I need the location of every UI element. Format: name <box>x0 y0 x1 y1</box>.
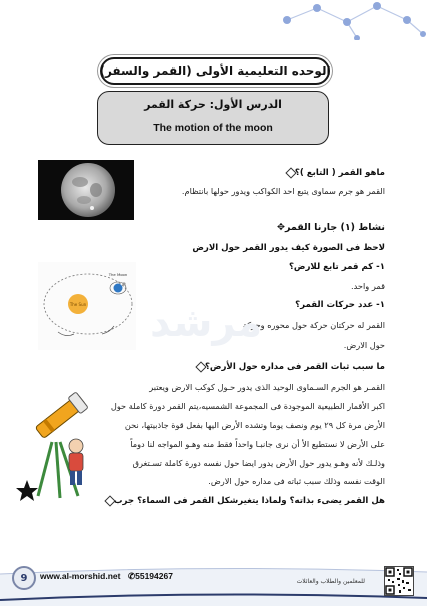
phone-icon: ✆ <box>128 571 136 581</box>
activity-instruction: لاحظ فى الصورة كيف يدور القمر حول الارض <box>192 243 385 253</box>
lesson-title-english: The motion of the moon <box>153 122 273 134</box>
footer-tagline: للمعلمين والطلاب والعائلات <box>296 578 365 585</box>
question-moon-count: ١- كم قمر تابع للارض؟ <box>288 262 385 272</box>
moon-photo <box>38 160 134 220</box>
footer-website-link[interactable]: www.al-morshid.net <box>40 571 121 581</box>
lesson-title-arabic: الدرس الأول: حركة القمر <box>144 98 282 111</box>
watermark: مرشد <box>150 300 263 346</box>
unit-title-banner <box>100 57 330 85</box>
answer-moon-count: قمر واحد. <box>351 281 385 291</box>
answer-moon-motions-line1: القمر له حركتان حركة حول محوره وحركة <box>242 320 385 330</box>
phone-number: 55194267 <box>135 571 173 581</box>
star-icon <box>16 480 38 501</box>
molecule-decoration-icon <box>277 0 427 40</box>
question-moon-light <box>102 496 385 506</box>
qr-code-icon[interactable] <box>384 566 414 596</box>
page-number-badge: 9 <box>12 566 36 590</box>
four-point-star-icon: ✥ <box>276 222 285 233</box>
question-text-stability: ما سبب ثبات القمر فى مداره حول الأرض؟ <box>204 362 385 372</box>
earth-icon <box>114 284 123 293</box>
unit-title: الوحده التعليمية الأولى (القمر والسفر) <box>99 64 331 78</box>
moon-label: The Moon <box>108 272 128 277</box>
paragraph-line-6: الوقت نفسه وذلك سبب ثباته فى مداره حول الارض. <box>208 476 385 486</box>
question-what-is-moon <box>283 168 385 178</box>
activity-title-text: نشاط (١) جارنا القمر <box>284 222 385 233</box>
question-text-light: هل القمر يضىء بذاته؟ ولماذا يتغيرشكل القمر فى السماء؟ جرب <box>113 496 385 506</box>
activity-title <box>273 222 385 233</box>
question-text: ماهو القمر ( التابع )؟ <box>294 168 385 178</box>
moon-orbit-diagram <box>38 262 136 350</box>
sun-label: The Sun <box>69 302 87 307</box>
paragraph-line-4: على الأرض لا نستطيع الأ أن نرى جانبـا واحداً فقط منه وهـو المواجه لنا دوماً <box>130 439 385 449</box>
question-moon-stability <box>193 362 385 372</box>
moon-small-icon <box>122 282 125 285</box>
answer-what-is-moon: القمر هو جرم سماوى يتبع احد الكواكب ويدور حولها بانتظام. <box>181 186 385 196</box>
paragraph-line-3: الأرض مرة كل ٢٩ يوم ونصف يوما وتشده الأرض اليها بفعل قوة جاذبيتها، نحن <box>124 420 385 430</box>
question-moon-motions: ١- عدد حركات القمر؟ <box>295 300 385 310</box>
paragraph-line-5: وذلـك لأنه وهـو يدور حول الأرض يدور ايضا حول نفسه دورة كاملة تسـتغرق <box>132 458 385 468</box>
paragraph-line-1: القمـر هو الجرم السـماوى الوحيد الذى يدور حـول كوكب الارض ويعتبر <box>149 382 385 392</box>
telescope-cartoon <box>16 380 92 502</box>
answer-moon-motions-line2: حول الارض. <box>343 340 385 350</box>
footer-phone <box>128 571 173 582</box>
paragraph-line-2: اكبر الأقمار الطبيعية الموجودة فى المجموعة الشمسيه،يتم القمر دورة كاملة حول <box>110 401 385 411</box>
lesson-title-box <box>97 91 329 145</box>
